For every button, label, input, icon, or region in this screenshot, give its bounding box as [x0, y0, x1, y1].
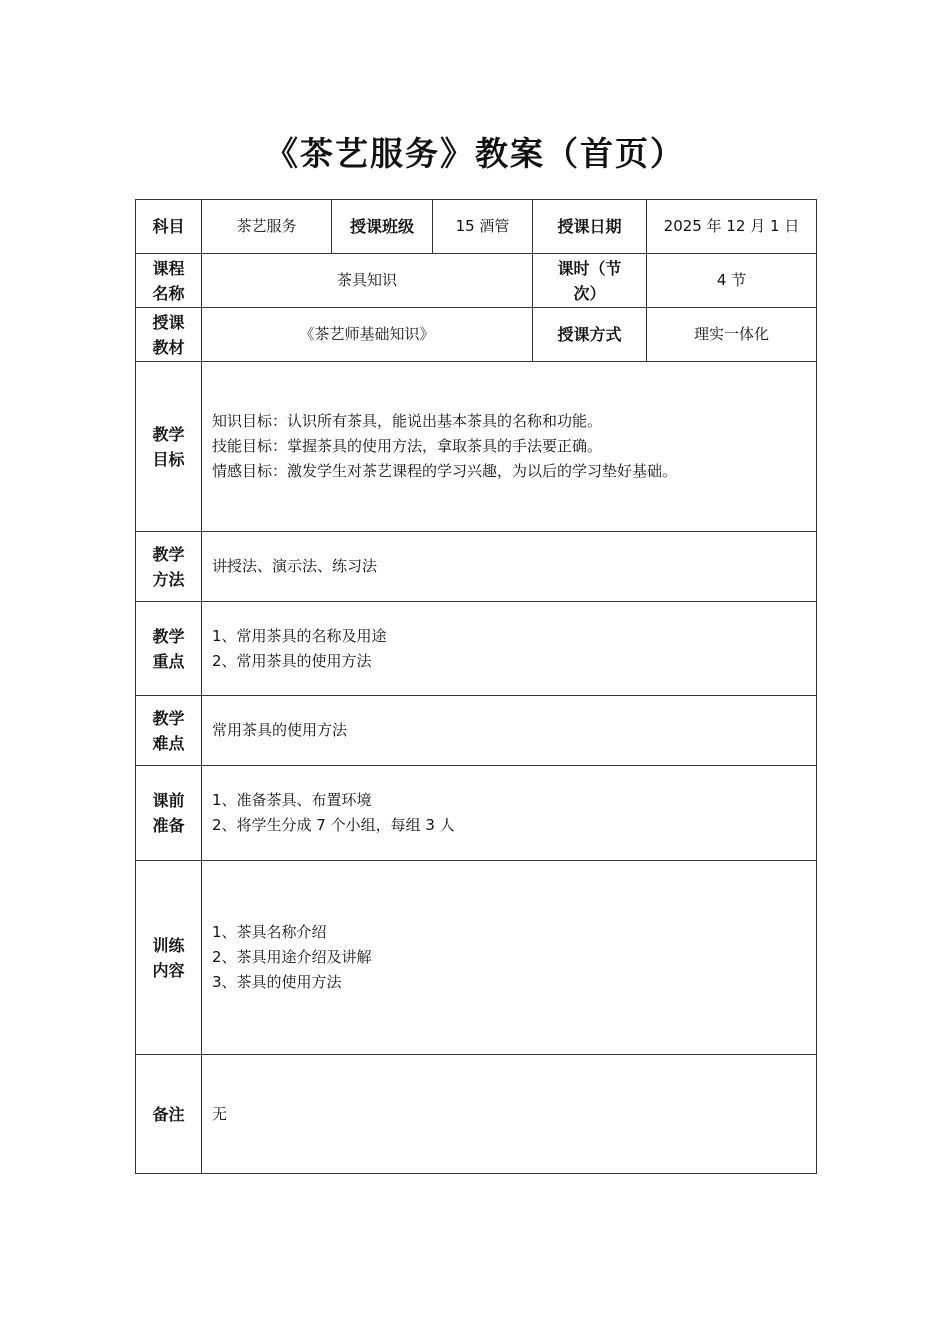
date-label: 授课日期 [533, 200, 647, 254]
material-label: 授课 教材 [136, 308, 202, 362]
hours-value: 4 节 [647, 254, 817, 308]
hours-label: 课时（节 次） [533, 254, 647, 308]
row-methods [136, 532, 817, 602]
lesson-plan-table [135, 199, 817, 1174]
preparation-label: 课前 准备 [136, 766, 202, 861]
row-difficulties [136, 696, 817, 766]
key-points-label: 教学 重点 [136, 602, 202, 696]
training-label: 训练 内容 [136, 861, 202, 1055]
remarks-label: 备注 [136, 1055, 202, 1174]
row-material [136, 308, 817, 362]
objective-skill: 技能目标：掌握茶具的使用方法，拿取茶具的手法要正确。 [212, 437, 603, 455]
row-preparation [136, 766, 817, 861]
document-title: 《茶艺服务》教案（首页） [265, 134, 685, 173]
row-key-points [136, 602, 817, 696]
objectives-content [202, 362, 817, 532]
method-label: 授课方式 [533, 308, 647, 362]
difficulties-content: 常用茶具的使用方法 [202, 696, 817, 766]
material-value: 《茶艺师基础知识》 [202, 308, 533, 362]
course-name-label: 课程 名称 [136, 254, 202, 308]
class-label: 授课班级 [332, 200, 433, 254]
row-header [136, 200, 817, 254]
class-value: 15 酒管 [433, 200, 533, 254]
objective-emotion: 情感目标：激发学生对茶艺课程的学习兴趣，为以后的学习垫好基础。 [212, 462, 678, 480]
date-value: 2025 年 12 月 1 日 [647, 200, 817, 254]
preparation-content: 1、准备茶具、布置环境 2、将学生分成 7 个小组，每组 3 人 [202, 766, 817, 861]
row-training [136, 861, 817, 1055]
row-course [136, 254, 817, 308]
objectives-label: 教学 目标 [136, 362, 202, 532]
course-name-value: 茶具知识 [202, 254, 533, 308]
methods-label: 教学 方法 [136, 532, 202, 602]
method-value: 理实一体化 [647, 308, 817, 362]
difficulties-label: 教学 难点 [136, 696, 202, 766]
subject-label: 科目 [136, 200, 202, 254]
objective-knowledge: 知识目标：认识所有茶具，能说出基本茶具的名称和功能。 [212, 412, 603, 430]
row-objectives [136, 362, 817, 532]
key-points-content: 1、常用茶具的名称及用途 2、常用茶具的使用方法 [202, 602, 817, 696]
methods-content: 讲授法、演示法、练习法 [202, 532, 817, 602]
remarks-content: 无 [202, 1055, 817, 1174]
row-remarks [136, 1055, 817, 1174]
training-content: 1、茶具名称介绍 2、茶具用途介绍及讲解 3、茶具的使用方法 [202, 861, 817, 1055]
subject-value: 茶艺服务 [202, 200, 332, 254]
